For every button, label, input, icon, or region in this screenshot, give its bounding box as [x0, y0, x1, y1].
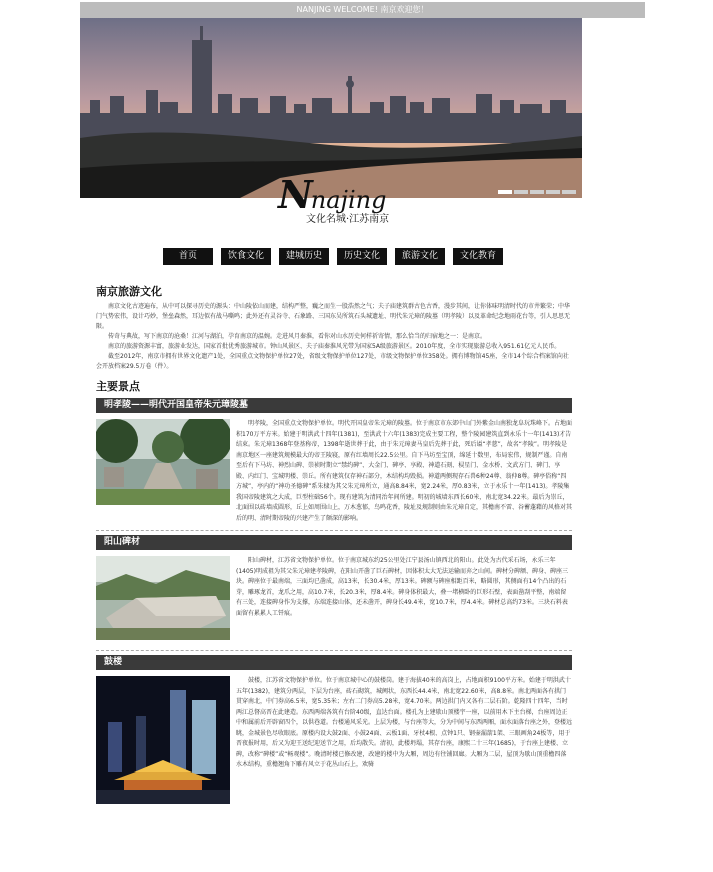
city-skyline-image [80, 18, 582, 198]
yangshan-photo [96, 556, 230, 644]
banner-image [80, 18, 582, 198]
attractions-title: 主要景点 [96, 380, 140, 393]
nav-city-history[interactable]: 建城历史 [279, 248, 329, 265]
section-yangshan [96, 550, 572, 644]
mingxiaoling-photo [96, 419, 230, 524]
nav-food-culture[interactable]: 饮食文化 [221, 248, 271, 265]
main-nav [163, 248, 503, 265]
logo-subtitle: 文化名城·江苏南京 [306, 214, 390, 225]
nav-tourism-culture[interactable]: 旅游文化 [395, 248, 445, 265]
slide-dot[interactable] [498, 190, 512, 194]
section-title-mingxiaoling: 明孝陵——明代开国皇帝朱元璋陵墓 [96, 398, 572, 413]
yangshan-description: 阳山碑材，江苏省文物保护单位。位于南京城东约25公里处江宁县汤山镇西北的阳山。此处为古代采石场，永乐三年(1405)明成祖为其父朱元璋建孝陵碑，在阳山开凿了巨石碑材，因体积太大无法运输而弃之山间。碑材分碑额、碑身、碑座三块。碑座位于最南端，三面均已凿成，高13米，长30.4米，厚13米。碑额与碑座相距百米，略圆形，其侧面有14个凸出的石芽，雕琢龙首，龙爪之用，高10.7米，长20.3米，厚8.4米。碑身体积最大，叠一堵横卧的巨形石壁，表面凿刮平整，南端留有三处，连接碑身作为支撑，东端连接山体，还未凿开，碑身长49.4米，宽10.7米，厚4.4米。碑材总高约73米。三块石料表面留有累累人工钎痕。 [236, 557, 568, 617]
section-divider [96, 530, 572, 531]
welcome-text: NANJING WELCOME! 南京欢迎您！ [296, 5, 429, 14]
section-gulou [96, 670, 572, 808]
gulou-description: 鼓楼，江苏省文物保护单位。位于南京城中心的鼓楼岗。建于海拔40米的高岗上，占地面积9100平方米。始建于明洪武十五年(1382)，建筑分两层，下层为台座，砖石砌筑，城阙状，东西长44.4米，南北宽22.60米，高8.8米。南北两面各有拱门贯穿南北，中门券高6.5米，宽5.35米；左右二门券高5.28米，宽4.70米。两边拱门内又各有二层石阶。乾隆四十四年，当时两江总督高晋在此建造。东西两端各筑有台阶40级，直达台面。楼孔为上建歇山顶楼宇一座，以前用木下主台梯，台座周边正中和属前后开辟窗四个，以供巷道。台楼通风采光。上层为楼，与台座等大，分为中间与东西两厢，面水面落台座之外，登楼远眺，金城景色尽收眼底。原楼内设大鼓2面、小鼓24面、云板1面、牙杖4根、点钟1只、钢壶漏箭1架、三眼画角24板等，用于晋夜报时用，后又为迎王送纪迎送节之用，后均散失。清初，此楼坍塌，其存台座，康熙二十三年(1685)，于台座上建楼、立碑，改称“碑楼”或“畅观楼”。晚清时楼已修改建，改建的楼中为大厢，周边有往铺回廊。大厢为二层，屋顶为歇山顶重檐四落水木结构，重檐翘角下雕有风立于花丛山石上，欢骑 [236, 677, 573, 768]
section-title-yangshan: 阳山碑材 [96, 535, 572, 550]
welcome-bar [80, 2, 645, 18]
logo-rest: najing [310, 186, 387, 214]
nav-home[interactable]: 首页 [163, 248, 213, 265]
site-logo [278, 172, 418, 228]
section-divider [96, 650, 572, 651]
intro-title: 南京旅游文化 [96, 285, 162, 298]
nav-education-culture[interactable]: 文化教育 [453, 248, 503, 265]
intro-paragraph: 南京的旅游资源丰富，旅游业发达，国家首批优秀旅游城市。钟山风景区、夫子庙秦淮风光带为国家5A级旅游景区。2010年度，全市实现旅游总收入951.61亿元人民币。 [108, 343, 561, 350]
logo-initial: N [278, 172, 311, 217]
intro-paragraph: 南京文化古迹遍布，从中可以探寻历史的源头：中山陵依山而建，结构严整，巍之而生一股浩然之气；夫子庙建筑群古色古香，漫步其间，让你体味明清时代的市井繁荣；中华门气势宏伟，设计巧妙，堡垒森然，耳边似有战马嘶鸣；此外还有灵谷寺、石象路、三国东吴所筑石头城遗址、明代朱元璋的陵墓（明孝陵）以及革命纪念地雨花台等，引人思思无限。 [96, 303, 571, 330]
slide-dot[interactable] [562, 190, 576, 194]
intro-paragraph: 传奇与典故，写下南京的沧桑！江河与湖泊，孕育南京的温婉。走进风月秦淮，看你对山水历史何样祈寄情，那么恰当的归宿地之一：是南京。 [108, 333, 487, 340]
section-title-gulou: 鼓楼 [96, 655, 572, 670]
slideshow-dots [498, 190, 576, 194]
main-content [96, 283, 572, 808]
intro-paragraph: 截至2012年，南京市拥有世界文化遗产1处，全国重点文物保护单位27处，省级文物保护单位127处，市级文物保护单位358处。拥有博物馆45座，全市14个综合档案馆向社会开放档案29.5万卷（件）。 [96, 353, 569, 370]
mingxiaoling-description: 明孝陵，全国重点文物保护单位。明代开国皇帝朱元璋的陵墓。位于南京市东郊中山门外紫金山南独龙阜玩珠峰下。占地面积170万平方米。始建于明洪武十四年(1381)，至洪武十六年(1383)完成主要工程，整个陵园建筑直到永乐十一年(1413)才告结束。朱元璋1368年登基称帝，1398年逝世葬于此，由于朱元璋妻马皇后先葬于此，死后谥“孝慈”，故名“孝陵”。明孝陵是南京地区一座建筑规模最大的帝王陵寝，原有红墙周长22.5公里。自下马坊至宝顶，绵延十数里，布局宏伟，规制严谨。自南至后有下马坊、神烈山碑、崇祯时期立“禁约碑”、大金门、碑亭、享殿、神道石刻、棂星门、金水桥、文武方门、碑门、享殿、内红门、宝城明楼、崇丘。所有建筑仅存神石部分，木结构均毁损。神道两侧现存石兽6种24尊、翁仲8尊。碑亭俗称“四方城”，亭内的“神功圣德碑”系朱棣为其父朱元璋所立，通高8.84米，宽2.24米，厚0.83米，立于永乐十一年(1413)。孝陵集我国帝陵建筑之大成，巨型柱础56个。现有建筑为清同治年间所建。明初的城墙东西长60米，南北宽34.22米。最后为崇丘，北面围以砖墙成圆形，丘上如周围山上，万木葱郁，鸟鸣花香，陵址及规制则由朱元璋自定，其檐南不雷、谷蓄蓬藉的风格对其后的明、清时期帝陵的兴建产生了颇深的影响。 [236, 420, 573, 522]
slide-dot[interactable] [546, 190, 560, 194]
gulou-photo [96, 676, 230, 808]
section-mingxiaoling [96, 413, 572, 524]
nav-historical-culture[interactable]: 历史文化 [337, 248, 387, 265]
slide-dot[interactable] [514, 190, 528, 194]
slide-dot[interactable] [530, 190, 544, 194]
